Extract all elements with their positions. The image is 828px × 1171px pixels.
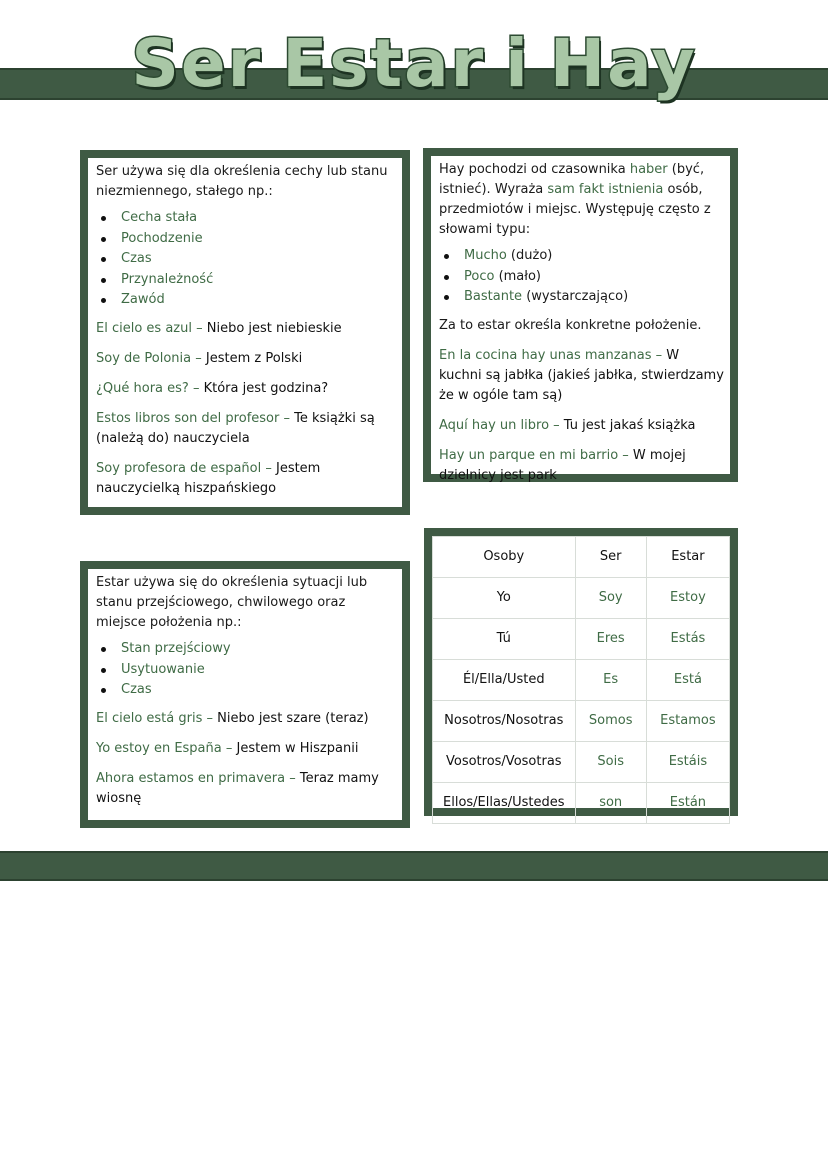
list-item: Stan przejściowy [121, 639, 396, 660]
list-item: Przynależność [121, 270, 396, 291]
table-row [433, 619, 730, 660]
hay-note: Za to estar określa konkretne położenie. [439, 317, 702, 333]
list-item: Mucho (dużo) [464, 246, 724, 267]
list-item: Usytuowanie [121, 660, 396, 681]
table-cell: Ellos/Ellas/Ustedes [433, 783, 576, 824]
example: ¿Qué hora es? – Która jest godzina? [96, 380, 329, 396]
estar-intro: Estar używa się do określenia sytuacji lub stanu przejściowego, chwilowego oraz miejsce położenia np.: [96, 575, 368, 630]
example: Ahora estamos en primavera – Teraz mamy wiosnę [96, 770, 379, 806]
list-item: Bastante (wystarczająco) [464, 287, 724, 308]
example: En la cocina hay unas manzanas – W kuchni są jabłka (jakieś jabłka, stwierdzamy że w ogóle tam są) [439, 347, 724, 403]
bottom-banner [0, 851, 828, 881]
estar-card [80, 561, 410, 828]
table-cell: Tú [433, 619, 576, 660]
conjugation-table-card [424, 528, 738, 816]
ser-bullet-list [96, 208, 396, 311]
table-cell: Sois [575, 742, 646, 783]
estar-bullet-list [96, 639, 396, 701]
table-cell: Es [575, 660, 646, 701]
example: El cielo es azul – Niebo jest niebieskie [96, 320, 342, 336]
list-item: Zawód [121, 290, 396, 311]
example: Soy de Polonia – Jestem z Polski [96, 350, 303, 366]
table-row [433, 660, 730, 701]
list-item: Czas [121, 680, 396, 701]
hay-intro: Hay pochodzi od czasownika haber (być, istnieć). Wyraża sam fakt istnienia osób, przedmiotów i miejsc. Występuję często z słowami typu: [439, 162, 711, 237]
example: Aquí hay un libro – Tu jest jakaś książka [439, 417, 696, 433]
table-row [433, 783, 730, 824]
list-item: Czas [121, 249, 396, 270]
list-item: Cecha stała [121, 208, 396, 229]
page-title [0, 22, 828, 106]
table-cell: Eres [575, 619, 646, 660]
table-header: Estar [646, 537, 729, 578]
table-cell: Vosotros/Vosotras [433, 742, 576, 783]
table-row [433, 578, 730, 619]
table-cell: Están [646, 783, 729, 824]
title-word: Hay [549, 25, 697, 102]
table-cell: Estás [646, 619, 729, 660]
table-cell: Estamos [646, 701, 729, 742]
table-header: Osoby [433, 537, 576, 578]
table-header: Ser [575, 537, 646, 578]
ser-intro: Ser używa się dla określenia cechy lub stanu niezmiennego, stałego np.: [96, 164, 388, 199]
table-cell: Nosotros/Nosotras [433, 701, 576, 742]
conjugation-table [432, 536, 730, 824]
table-cell: Estoy [646, 578, 729, 619]
hay-card [423, 148, 738, 482]
table-row [433, 742, 730, 783]
table-cell: Estáis [646, 742, 729, 783]
list-item: Pochodzenie [121, 229, 396, 250]
table-cell: son [575, 783, 646, 824]
list-item: Poco (mało) [464, 267, 724, 288]
ser-card [80, 150, 410, 515]
table-cell: Soy [575, 578, 646, 619]
example: Estos libros son del profesor – Te książki są (należą do) nauczyciela [96, 410, 375, 446]
table-cell: Él/Ella/Usted [433, 660, 576, 701]
example: Soy profesora de español – Jestem nauczycielką hiszpańskiego [96, 460, 321, 496]
title-word: Estar [282, 25, 486, 102]
example: Yo estoy en España – Jestem w Hiszpanii [96, 740, 359, 756]
table-cell: Somos [575, 701, 646, 742]
hay-bullet-list [439, 246, 724, 308]
table-cell: Yo [433, 578, 576, 619]
example: El cielo está gris – Niebo jest szare (teraz) [96, 710, 369, 726]
title-word: i [505, 25, 530, 102]
example: Hay un parque en mi barrio – W mojej dzielnicy jest park [439, 447, 686, 483]
title-word: Ser [131, 25, 263, 102]
table-header-row [433, 537, 730, 578]
table-cell: Está [646, 660, 729, 701]
table-row [433, 701, 730, 742]
